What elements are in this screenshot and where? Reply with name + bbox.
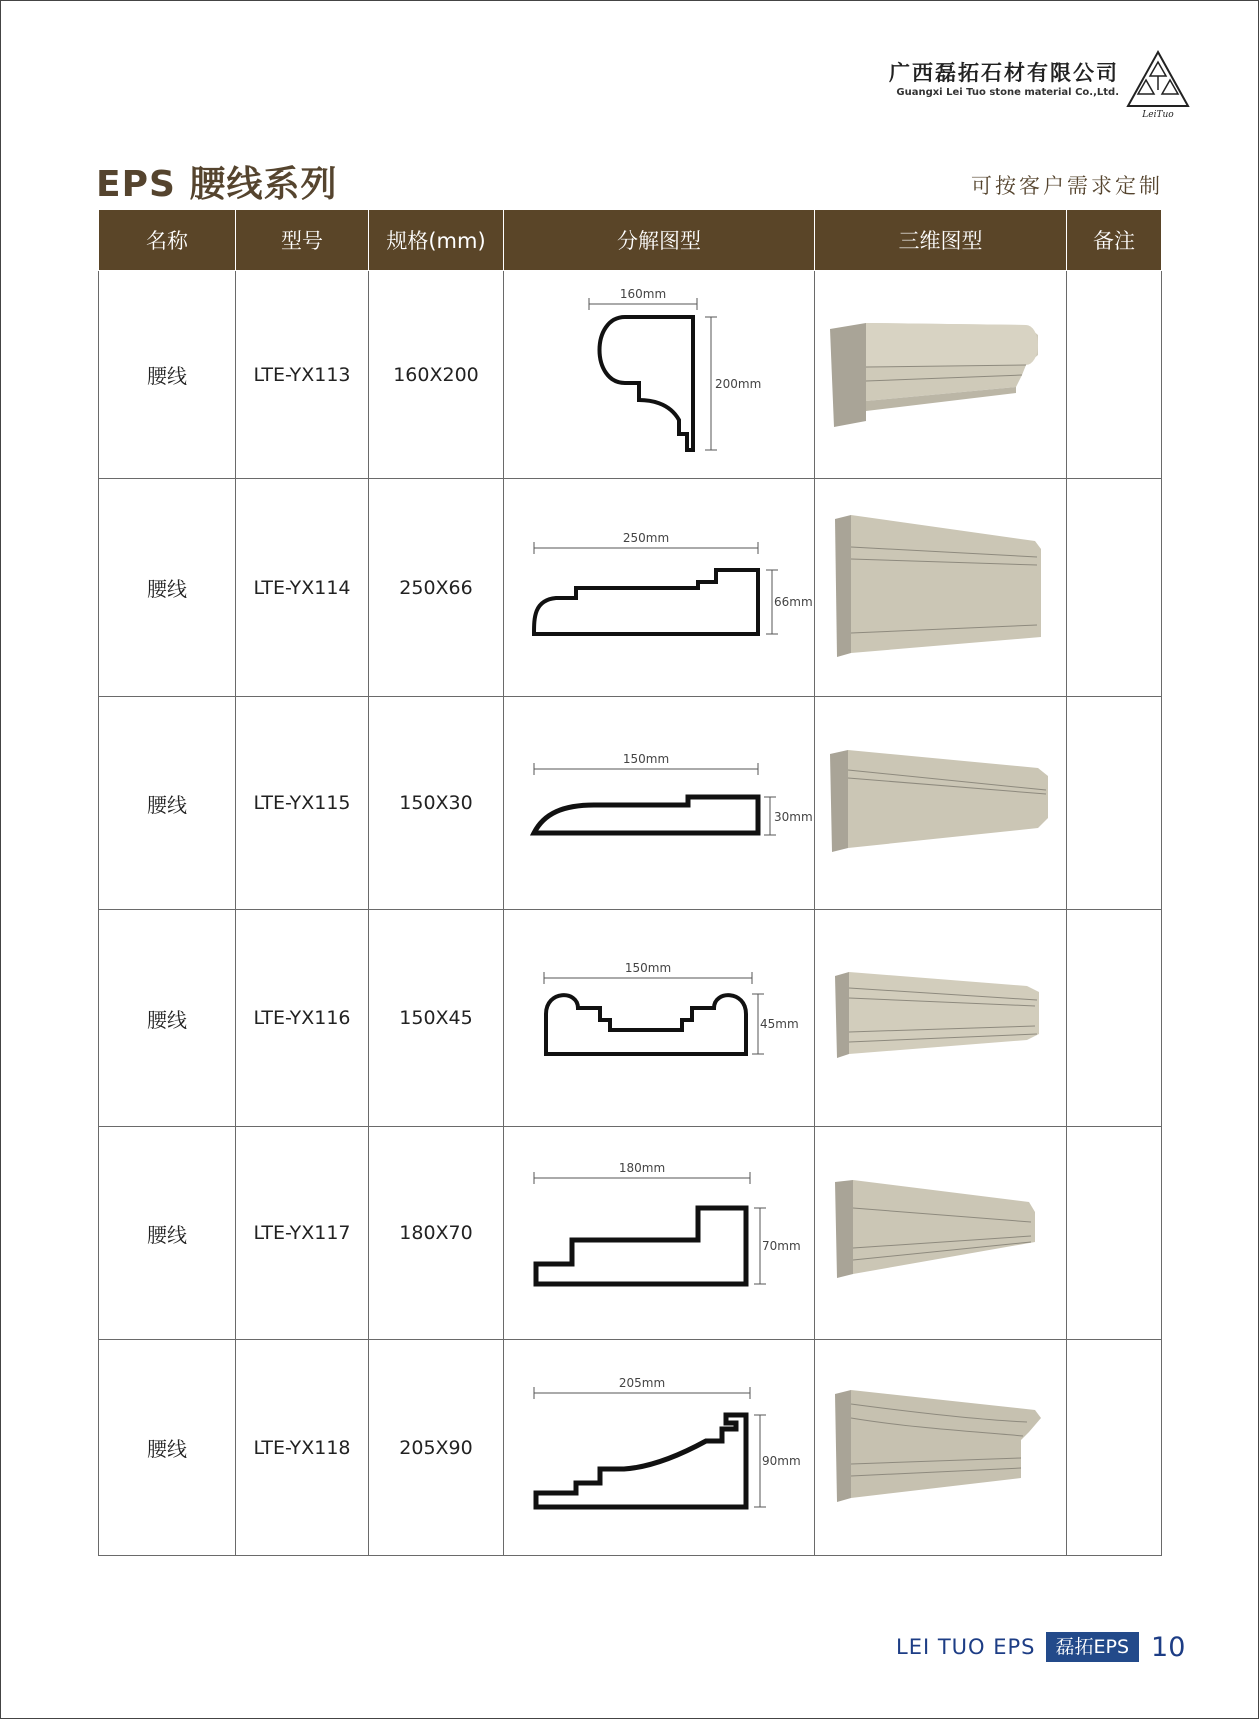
cell-diagram xyxy=(504,910,815,1127)
col-header-model: 型号 xyxy=(236,210,369,271)
company-name-en: Guangxi Lei Tuo stone material Co.,Ltd. xyxy=(896,87,1119,98)
col-header-diagram: 分解图型 xyxy=(504,210,815,271)
profile-diagram-icon xyxy=(514,743,813,863)
dim-width-label: 150mm xyxy=(622,752,670,766)
molding-3d-icon xyxy=(831,968,1051,1068)
table-row xyxy=(99,1340,1162,1556)
company-name-cn: 广西磊拓石材有限公司 xyxy=(889,61,1119,85)
profile-diagram-icon xyxy=(514,958,804,1078)
col-header-note: 备注 xyxy=(1067,210,1162,271)
profile-diagram-icon xyxy=(514,1373,804,1523)
cell-3d xyxy=(815,697,1067,910)
cell-model: LTE-YX118 xyxy=(236,1340,369,1556)
cell-model: LTE-YX116 xyxy=(236,910,369,1127)
table-row xyxy=(99,697,1162,910)
cell-size: 150X45 xyxy=(369,910,504,1127)
dim-width-label: 180mm xyxy=(618,1161,666,1175)
footer-brand: LEI TUO EPS xyxy=(896,1635,1036,1659)
spec-table xyxy=(98,210,1162,1556)
cell-name: 腰线 xyxy=(99,271,236,479)
page-title: EPS 腰线系列 xyxy=(96,164,338,205)
dim-height-label: 200mm xyxy=(715,376,762,391)
table-row xyxy=(99,1127,1162,1340)
dim-height-label: 30mm xyxy=(774,810,813,824)
cell-3d xyxy=(815,479,1067,697)
footer-badge: 磊拓EPS xyxy=(1046,1632,1140,1662)
table-header-row xyxy=(99,210,1162,271)
dim-width-label: 205mm xyxy=(618,1375,666,1390)
cell-model: LTE-YX115 xyxy=(236,697,369,910)
cell-note xyxy=(1067,910,1162,1127)
col-header-3d: 三维图型 xyxy=(815,210,1067,271)
page-number: 10 xyxy=(1151,1631,1186,1663)
cell-note xyxy=(1067,1127,1162,1340)
dim-height-label: 45mm xyxy=(760,1017,799,1031)
cell-note xyxy=(1067,697,1162,910)
dim-height-label: 90mm xyxy=(762,1453,801,1468)
cell-size: 205X90 xyxy=(369,1340,504,1556)
molding-3d-icon xyxy=(826,315,1056,435)
molding-3d-icon xyxy=(831,1388,1051,1508)
profile-diagram-icon xyxy=(514,1158,804,1308)
cell-name: 腰线 xyxy=(99,910,236,1127)
company-logo-icon xyxy=(1126,50,1190,120)
cell-size: 180X70 xyxy=(369,1127,504,1340)
footer xyxy=(896,1633,1185,1661)
cell-diagram xyxy=(504,697,815,910)
cell-3d xyxy=(815,1340,1067,1556)
page-subtitle: 可按客户需求定制 xyxy=(971,174,1163,198)
dim-width-label: 150mm xyxy=(624,961,672,975)
cell-name: 腰线 xyxy=(99,1127,236,1340)
cell-model: LTE-YX113 xyxy=(236,271,369,479)
table-row xyxy=(99,910,1162,1127)
cell-diagram xyxy=(504,479,815,697)
cell-size: 250X66 xyxy=(369,479,504,697)
cell-diagram xyxy=(504,271,815,479)
cell-model: LTE-YX117 xyxy=(236,1127,369,1340)
dim-height-label: 66mm xyxy=(774,594,813,609)
profile-diagram-icon xyxy=(514,518,813,658)
cell-3d xyxy=(815,1127,1067,1340)
cell-name: 腰线 xyxy=(99,1340,236,1556)
table-row xyxy=(99,479,1162,697)
cell-3d xyxy=(815,910,1067,1127)
dim-width-label: 160mm xyxy=(619,286,667,301)
cell-diagram xyxy=(504,1340,815,1556)
molding-3d-icon xyxy=(826,748,1056,858)
cell-name: 腰线 xyxy=(99,479,236,697)
col-header-size: 规格(mm) xyxy=(369,210,504,271)
col-header-name: 名称 xyxy=(99,210,236,271)
company-block xyxy=(889,60,1119,100)
cell-size: 160X200 xyxy=(369,271,504,479)
cell-size: 150X30 xyxy=(369,697,504,910)
cell-3d xyxy=(815,271,1067,479)
cell-model: LTE-YX114 xyxy=(236,479,369,697)
profile-diagram-icon xyxy=(529,280,789,470)
cell-note xyxy=(1067,479,1162,697)
molding-3d-icon xyxy=(831,1178,1051,1288)
dim-width-label: 250mm xyxy=(622,530,670,545)
cell-note xyxy=(1067,1340,1162,1556)
table-row xyxy=(99,271,1162,479)
cell-note xyxy=(1067,271,1162,479)
cell-name: 腰线 xyxy=(99,697,236,910)
molding-3d-icon xyxy=(831,513,1051,663)
dim-height-label: 70mm xyxy=(762,1239,801,1253)
logo-text: LeiTuo xyxy=(1142,110,1174,120)
cell-diagram xyxy=(504,1127,815,1340)
